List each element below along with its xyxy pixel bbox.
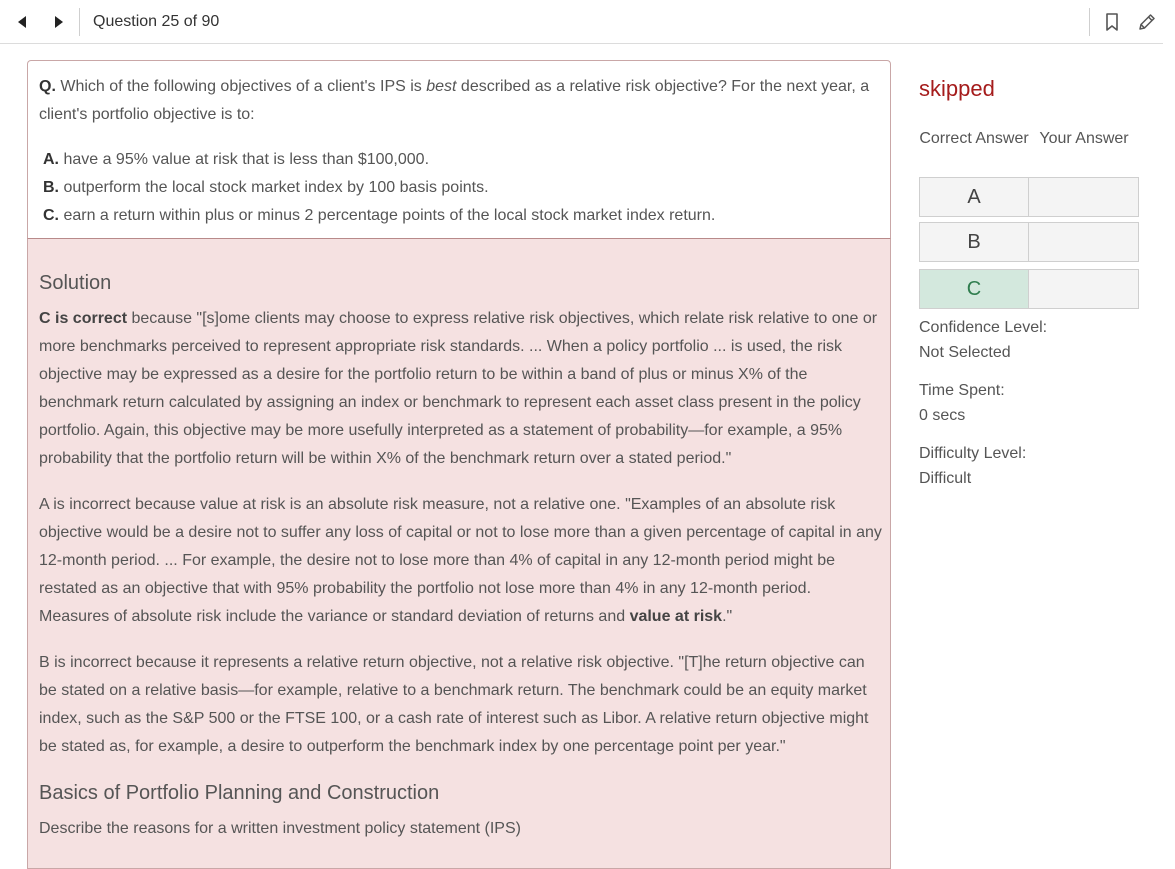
toolbar-divider: [1089, 8, 1090, 36]
solution-paragraph-correct: [39, 305, 885, 473]
bookmark-button[interactable]: [1100, 10, 1124, 34]
question-stem: [39, 73, 879, 129]
solution-bold-term: value at risk: [629, 608, 723, 625]
status-label: skipped: [919, 76, 995, 101]
option-text: outperform the local stock market index by 100 basis points.: [59, 179, 489, 196]
option-letter: C.: [43, 207, 59, 224]
difficulty-label: Difficulty Level:: [919, 445, 1027, 462]
difficulty-value: Difficult: [919, 470, 972, 487]
your-answer-cell: [1028, 177, 1139, 217]
answer-row-b: [919, 222, 1139, 262]
answer-options: [43, 146, 715, 230]
question-prefix: Q.: [39, 78, 56, 95]
solution-content: [39, 269, 885, 861]
reading-title: Basics of Portfolio Planning and Construction: [39, 782, 440, 804]
solution-text-end: .": [722, 608, 733, 625]
triangle-right-icon: [55, 16, 63, 28]
your-answer-header: Your Answer: [1039, 130, 1129, 147]
answer-row-c: [919, 269, 1139, 309]
question-text-after: described as a relative risk objective? For the next year, a client's portfolio objective is to:: [39, 78, 870, 123]
learning-outcome: Describe the reasons for a written investment policy statement (IPS): [39, 820, 521, 837]
question-text-before: Which of the following objectives of a client's IPS is: [55, 78, 427, 95]
solution-text: A is incorrect because value at risk is an absolute risk measure, not a relative one. "Examples of an absolute risk objective would be a desire not to suffer any loss of capital or not to lose more than a given percentage of capital in any 12-month period. ... For example, the desire not to lose more than 4% of capital in any 12-month period might be restated as an objective that with 95% probability the portfolio not lose more than 4% in any 12-month period. Measures of absolute risk include the variance or standard deviation of returns and: [39, 496, 882, 625]
solution-paragraph-b: [39, 649, 885, 761]
solution-panel: [27, 239, 891, 869]
correct-answer-cell: A: [919, 177, 1029, 217]
time-spent-label: Time Spent:: [919, 382, 1005, 399]
correct-answer-header: Correct Answer: [919, 130, 1029, 147]
toolbar-divider: [79, 8, 80, 36]
time-spent-value: 0 secs: [919, 407, 966, 424]
correct-answer-label: C is correct: [39, 310, 128, 327]
next-question-button[interactable]: [47, 10, 71, 34]
question-emphasis: best: [426, 78, 457, 95]
question-panel: [27, 60, 891, 239]
confidence-label: Confidence Level:: [919, 319, 1048, 336]
solution-text: B is incorrect because it represents a relative return objective, not a relative risk objective. "[T]he return objective can be stated on a relative basis—for example, relative to a benchmark return. The benchmark could be an equity market index, such as the S&P 500 or the FTSE 100, or a cash rate of interest such as Libor. A relative return objective might be stated as, for example, a desire to outperform the benchmark index by one percentage point per year.": [39, 654, 869, 755]
solution-paragraph-a: [39, 491, 885, 631]
confidence-value: Not Selected: [919, 344, 1011, 361]
correct-answer-cell: B: [919, 222, 1029, 262]
bookmark-icon: [1100, 10, 1124, 34]
annotate-button[interactable]: [1135, 10, 1159, 34]
answer-row-a: [919, 177, 1139, 217]
option-b[interactable]: [43, 174, 715, 202]
option-text: earn a return within plus or minus 2 percentage points of the local stock market index return.: [59, 207, 716, 224]
option-letter: B.: [43, 179, 59, 196]
option-a[interactable]: [43, 146, 715, 174]
your-answer-cell: [1028, 222, 1139, 262]
previous-question-button[interactable]: [10, 10, 34, 34]
question-counter: Question 25 of 90: [93, 13, 220, 30]
option-c[interactable]: [43, 202, 715, 230]
solution-heading: Solution: [39, 272, 112, 294]
solution-text: because "[s]ome clients may choose to express relative risk objectives, which relate risk relative to one or more benchmarks perceived to represent appropriate risk standards. ... When a policy portfolio ... is used, the risk objective may be expressed as a desire for the portfolio return to be within a band of plus or minus X% of the benchmark return calculated by assigning an index or benchmark to represent each asset class present in the policy portfolio. Again, this objective may be more usefully interpreted as a statement of probability—for example, a 95% probability that the portfolio return will be within X% of the benchmark return over a stated period.": [39, 310, 878, 467]
top-toolbar: [0, 0, 1163, 44]
correct-answer-cell-highlighted: C: [919, 269, 1029, 309]
your-answer-cell: [1028, 269, 1139, 309]
triangle-left-icon: [18, 16, 26, 28]
option-text: have a 95% value at risk that is less than $100,000.: [59, 151, 430, 168]
option-letter: A.: [43, 151, 59, 168]
pencil-icon: [1135, 10, 1159, 34]
